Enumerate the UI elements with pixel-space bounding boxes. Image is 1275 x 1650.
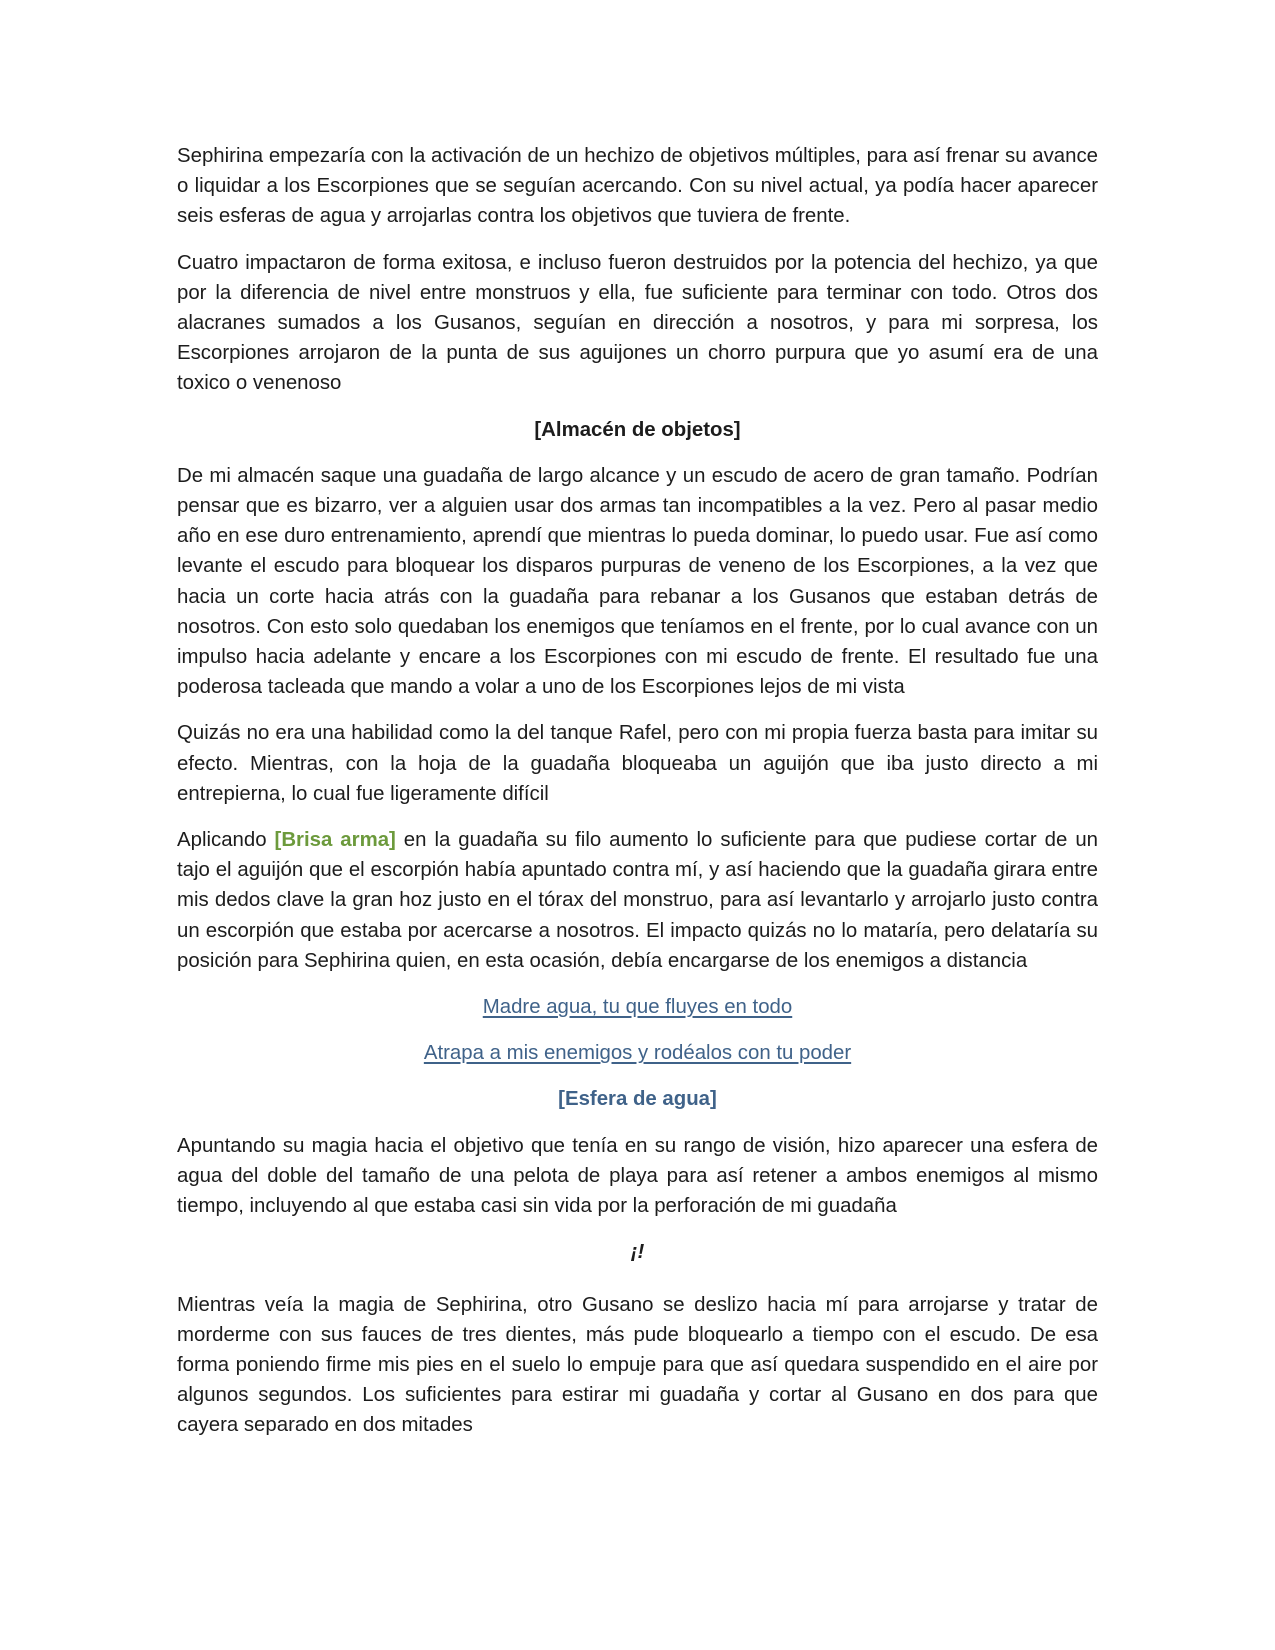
spell-name-water-sphere: [Esfera de agua] <box>558 1088 717 1111</box>
heading-item-storage: [Almacén de objetos] <box>534 418 741 441</box>
paragraph-7: Mientras veía la magia de Sephirina, otro Gusano se deslizo hacia mí para arrojarse y tratar de morderme con sus fauces de tres dientes, más pude bloquearlo a tiempo con el escudo. De esa forma poniendo firme mis pies en el suelo lo empuje para que así quedara suspendido en el aire por algunos segundos. Los suficientes para estirar mi guadaña y cortar al Gusano en dos para que cayera separado en dos mitades <box>177 1293 1098 1437</box>
sound-effect: ¡! <box>630 1241 645 1264</box>
document-page <box>177 141 1098 1457</box>
paragraph-5 <box>177 825 1098 976</box>
chant-link-1[interactable]: Madre agua, tu que fluyes en todo <box>482 996 793 1019</box>
skill-name-brisa-arma: [Brisa arma] <box>274 829 396 852</box>
paragraph-3: De mi almacén saque una guadaña de largo alcance y un escudo de acero de gran tamaño. Podrían pensar que es bizarro, ver a alguien usar dos armas tan incompatibles a la vez. Pero al pasar medio año en ese duro entrenamiento, aprendí que mientras lo pueda dominar, lo puedo usar. Fue así como levante el escudo para bloquear los disparos purpuras de veneno de los Escorpiones, a la vez que hacia un corte hacia atrás con la guadaña para rebanar a los Gusanos que estaban detrás de nosotros. Con esto solo quedaban los enemigos que teníamos en el frente, por lo cual avance con un impulso hacia adelante y encare a los Escorpiones con mi escudo de frente. El resultado fue una poderosa tacleada que mando a volar a uno de los Escorpiones lejos de mi vista <box>177 464 1098 699</box>
chant-link-2[interactable]: Atrapa a mis enemigos y rodéalos con tu poder <box>423 1042 852 1065</box>
paragraph-2: Cuatro impactaron de forma exitosa, e incluso fueron destruidos por la potencia del hechizo, ya que por la diferencia de nivel entre monstruos y ella, fue suficiente para terminar con todo. Otros dos alacranes sumados a los Gusanos, seguían en dirección a nosotros, y para mi sorpresa, los Escorpiones arrojaron de la punta de sus aguijones un chorro purpura que yo asumí era de una toxico o venenoso <box>177 251 1098 395</box>
chant-line-1 <box>177 992 1098 1022</box>
paragraph-5-lead: Aplicando <box>177 829 275 852</box>
paragraph-6: Apuntando su magia hacia el objetivo que tenía en su rango de visión, hizo aparecer una esfera de agua del doble del tamaño de una pelota de playa para así retener a ambos enemigos al mismo tiempo, incluyendo al que estaba casi sin vida por la perforación de mi guadaña <box>177 1134 1098 1218</box>
chant-line-2 <box>177 1038 1098 1068</box>
paragraph-5-rest: en la guadaña su filo aumento lo suficiente para que pudiese cortar de un tajo el aguijón que el escorpión había apuntado contra mí, y así haciendo que la guadaña girara entre mis dedos clave la gran hoz justo en el tórax del monstruo, para así levantarlo y arrojarlo justo contra un escorpión que estaba por acercarse a nosotros. El impacto quizás no lo mataría, pero delataría su posición para Sephirina quien, en esta ocasión, debía encargarse de los enemigos a distancia <box>177 829 1098 972</box>
paragraph-4: Quizás no era una habilidad como la del tanque Rafel, pero con mi propia fuerza basta para imitar su efecto. Mientras, con la hoja de la guadaña bloqueaba un aguijón que iba justo directo a mi entrepierna, lo cual fue ligeramente difícil <box>177 722 1098 805</box>
paragraph-1: Sephirina empezaría con la activación de un hechizo de objetivos múltiples, para así frenar su avance o liquidar a los Escorpiones que se seguían acercando. Con su nivel actual, ya podía hacer aparecer seis esferas de agua y arrojarlas contra los objetivos que tuviera de frente. <box>177 145 1098 228</box>
